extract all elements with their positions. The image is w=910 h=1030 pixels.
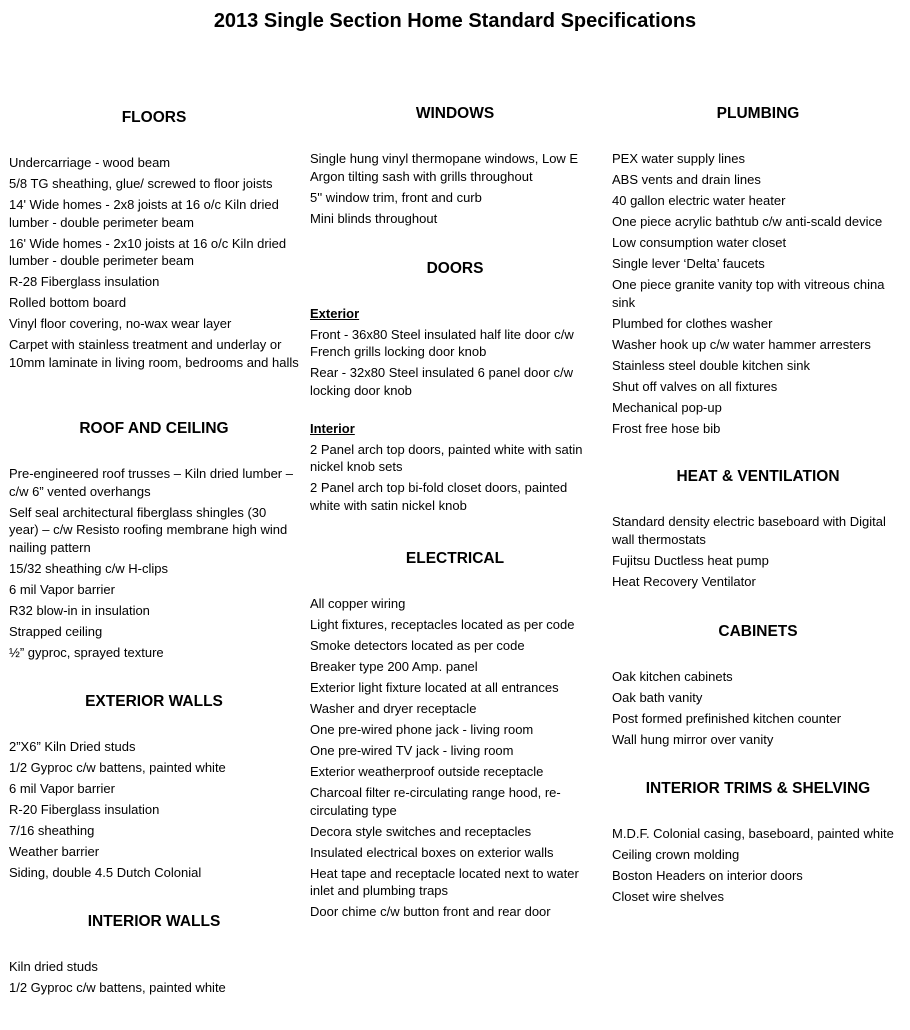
doors-exterior-subheading: Exterior: [310, 306, 360, 321]
section-doors: [310, 259, 600, 518]
spec-item: Door chime c/w button front and rear door: [310, 904, 551, 919]
spec-item: R-28 Fiberglass insulation: [9, 274, 160, 289]
spec-item: Exterior weatherproof outside receptacle: [310, 764, 544, 779]
spec-item: 14' Wide homes - 2x8 joists at 16 o/c Kiln dried lumber - double perimeter beam: [9, 197, 279, 230]
doors-interior-subheading: Interior: [310, 421, 355, 436]
spec-item: Self seal architectural fiberglass shingles (30 year) – c/w Resisto roofing membrane high wind nailing pattern: [9, 504, 288, 555]
spec-list: [310, 441, 600, 515]
section-cabinets: [612, 622, 904, 752]
spec-item: Rolled bottom board: [9, 295, 127, 310]
spec-item: Closet wire shelves: [612, 889, 724, 904]
section-interior-trims-shelving: [612, 779, 904, 909]
spec-item: Low consumption water closet: [612, 235, 787, 250]
spec-item: Oak bath vanity: [612, 690, 703, 705]
spec-item: Fujitsu Ductless heat pump: [612, 552, 769, 568]
section-heat-ventilation: [612, 467, 904, 594]
spec-item: One pre-wired phone jack - living room: [310, 722, 534, 737]
spec-item: Vinyl floor covering, no-wax wear layer: [9, 316, 232, 331]
spec-item: 2”X6” Kiln Dried studs: [9, 739, 136, 754]
spec-item: PEX water supply lines: [612, 151, 745, 166]
spec-item: 7/16 sheathing: [9, 823, 95, 838]
spec-item: Breaker type 200 Amp. panel: [310, 659, 478, 674]
spec-item: Washer hook up c/w water hammer arresters: [612, 336, 871, 352]
spec-item: Post formed prefinished kitchen counter: [612, 711, 842, 726]
spec-item: Strapped ceiling: [9, 623, 103, 639]
spec-item: Siding, double 4.5 Dutch Colonial: [9, 865, 202, 880]
spec-item: 5/8 TG sheathing, glue/ screwed to floor joists: [9, 176, 273, 191]
spec-list: [9, 738, 299, 882]
section-heading: DOORS: [426, 260, 484, 277]
spec-item: Boston Headers on interior doors: [612, 868, 803, 883]
section-heading: ROOF AND CEILING: [79, 420, 229, 437]
spec-item: Heat Recovery Ventilator: [612, 573, 756, 589]
spec-list: [612, 668, 904, 749]
section-heading: ELECTRICAL: [405, 550, 505, 567]
spec-item: Insulated electrical boxes on exterior walls: [310, 844, 554, 860]
spec-item: 15/32 sheathing c/w H-clips: [9, 560, 168, 576]
section-heading: INTERIOR TRIMS & SHELVING: [645, 780, 871, 797]
spec-item: 1/2 Gyproc c/w battens, painted white: [9, 980, 226, 995]
section-electrical: [310, 549, 600, 924]
spec-item: R32 blow-in in insulation: [9, 602, 150, 618]
spec-item: 40 gallon electric water heater: [612, 193, 786, 208]
spec-list: [612, 150, 904, 437]
spec-item: Undercarriage - wood beam: [9, 155, 171, 170]
spec-list: [9, 465, 299, 661]
spec-item: Smoke detectors located as per code: [310, 638, 525, 653]
spec-list: [612, 825, 904, 906]
spec-item: Light fixtures, receptacles located as per code: [310, 617, 575, 632]
spec-list: [9, 958, 299, 997]
section-heading: EXTERIOR WALLS: [85, 693, 223, 710]
spec-list: [310, 326, 600, 400]
section-heading: INTERIOR WALLS: [87, 913, 221, 930]
spec-item: Single hung vinyl thermopane windows, Low E Argon tilting sash with grills throughout: [310, 151, 579, 184]
spec-item: 2 Panel arch top doors, painted white with satin nickel knob sets: [310, 441, 583, 474]
spec-item: All copper wiring: [310, 596, 406, 611]
spec-item: 6 mil Vapor barrier: [9, 581, 115, 597]
page-title: 2013 Single Section Home Standard Specifications: [213, 10, 697, 32]
spec-item: Oak kitchen cabinets: [612, 669, 733, 684]
spec-item: Rear - 32x80 Steel insulated 6 panel door c/w locking door knob: [310, 365, 574, 398]
spec-item: Heat tape and receptacle located next to water inlet and plumbing traps: [310, 865, 579, 898]
section-heading: PLUMBING: [716, 105, 800, 122]
spec-item: Wall hung mirror over vanity: [612, 732, 774, 747]
spec-item: 2 Panel arch top bi-fold closet doors, painted white with satin nickel knob: [310, 480, 568, 513]
spec-item: One pre-wired TV jack - living room: [310, 743, 514, 758]
spec-item: Front - 36x80 Steel insulated half lite door c/w French grills locking door knob: [310, 326, 574, 359]
spec-list: [9, 154, 299, 371]
section-heading: FLOORS: [121, 109, 187, 126]
spec-item: Frost free hose bib: [612, 420, 721, 436]
spec-item: Carpet with stainless treatment and underlay or 10mm laminate in living room, bedrooms and halls: [9, 337, 299, 370]
spec-item: 1/2 Gyproc c/w battens, painted white: [9, 760, 226, 775]
spec-item: Kiln dried studs: [9, 959, 98, 974]
spec-item: Shut off valves on all fixtures: [612, 378, 778, 394]
spec-item: Decora style switches and receptacles: [310, 823, 532, 839]
section-roof-and-ceiling: [9, 419, 299, 665]
spec-item: Mini blinds throughout: [310, 210, 438, 226]
section-floors: [9, 108, 299, 375]
spec-item: 6 mil Vapor barrier: [9, 781, 115, 796]
spec-list: [612, 513, 904, 590]
section-interior-walls: [9, 912, 299, 1000]
spec-list: [310, 150, 600, 227]
section-windows: [310, 104, 600, 231]
section-exterior-walls: [9, 692, 299, 885]
spec-item: Mechanical pop-up: [612, 399, 722, 415]
spec-item: Single lever ‘Delta’ faucets: [612, 256, 765, 271]
spec-item: Exterior light fixture located at all entrances: [310, 680, 559, 695]
section-heading: HEAT & VENTILATION: [676, 468, 840, 485]
spec-item: One piece acrylic bathtub c/w anti-scald device: [612, 214, 883, 229]
spec-item: R-20 Fiberglass insulation: [9, 802, 160, 817]
spec-item: Pre-engineered roof trusses – Kiln dried lumber – c/w 6” vented overhangs: [9, 466, 293, 499]
section-heading: CABINETS: [718, 623, 798, 640]
spec-item: Ceiling crown molding: [612, 847, 740, 862]
spec-item: Weather barrier: [9, 844, 100, 859]
spec-item: Plumbed for clothes washer: [612, 315, 773, 331]
spec-item: ABS vents and drain lines: [612, 172, 761, 187]
spec-item: One piece granite vanity top with vitreous china sink: [612, 277, 885, 310]
spec-item: Stainless steel double kitchen sink: [612, 357, 811, 373]
section-heading: WINDOWS: [415, 105, 495, 122]
spec-item: Washer and dryer receptacle: [310, 701, 477, 716]
spec-item: M.D.F. Colonial casing, baseboard, painted white: [612, 826, 894, 841]
spec-item: ½” gyproc, sprayed texture: [9, 644, 164, 660]
section-plumbing: [612, 104, 904, 441]
spec-list: [310, 595, 600, 921]
spec-item: Standard density electric baseboard with Digital wall thermostats: [612, 514, 886, 547]
spec-item: 5'' window trim, front and curb: [310, 189, 482, 205]
spec-item: 16' Wide homes - 2x10 joists at 16 o/c Kiln dried lumber - double perimeter beam: [9, 235, 287, 268]
spec-item: Charcoal filter re-circulating range hood, re-circulating type: [310, 785, 561, 818]
